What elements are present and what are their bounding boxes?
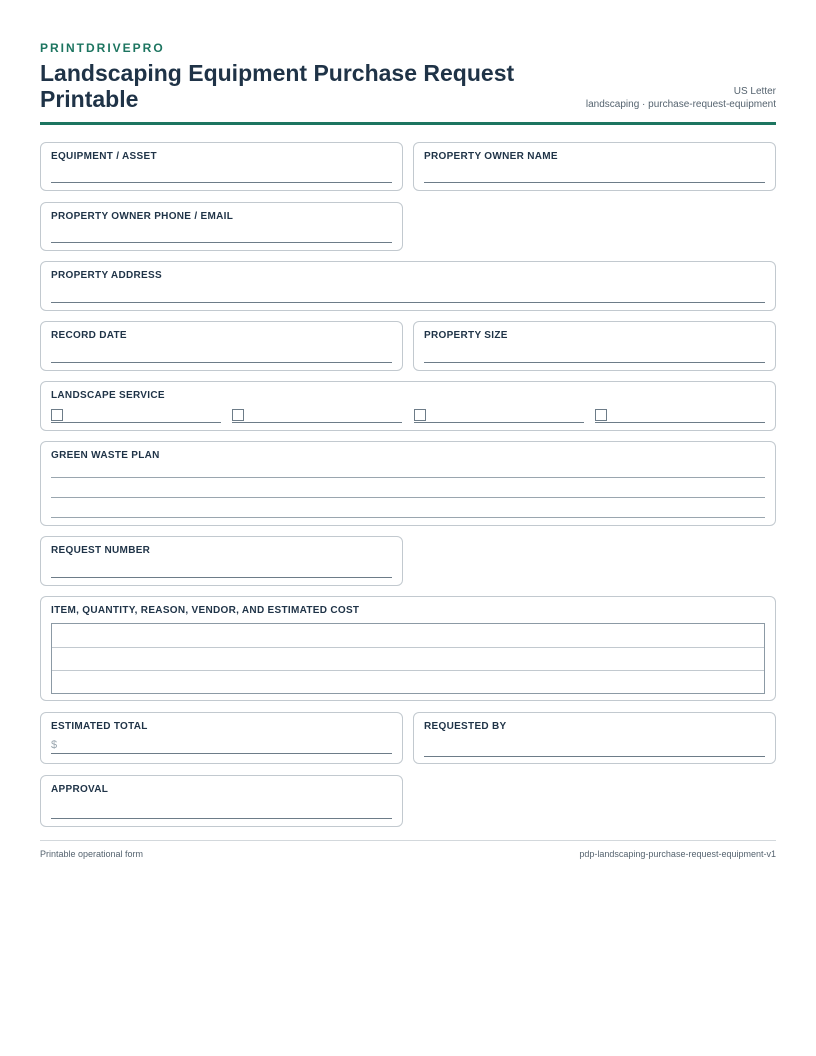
landscape-service-option-3[interactable] — [414, 408, 584, 423]
green-waste-plan-line-3[interactable] — [51, 517, 765, 518]
table-row[interactable] — [52, 624, 764, 647]
items-table — [51, 623, 765, 694]
field-label: LANDSCAPE SERVICE — [51, 390, 165, 401]
green-waste-plan-line-1[interactable] — [51, 477, 765, 478]
field-equipment-asset — [40, 142, 403, 191]
property-address-input-line[interactable] — [51, 302, 765, 303]
field-label: PROPERTY ADDRESS — [51, 270, 162, 281]
estimated-total-input-line[interactable] — [51, 753, 392, 754]
field-items-table — [40, 596, 776, 701]
paper-size: US Letter — [733, 86, 776, 97]
currency-prefix: $ — [51, 739, 58, 751]
page-title: Landscaping Equipment Purchase Request Printable — [40, 60, 515, 112]
header-meta — [586, 85, 776, 111]
table-row[interactable] — [52, 671, 764, 693]
footer-form-id: pdp-landscaping-purchase-request-equipment-v1 — [579, 849, 776, 859]
field-property-size — [413, 321, 776, 371]
record-date-input-line[interactable] — [51, 362, 392, 363]
field-label: ITEM, QUANTITY, REASON, VENDOR, AND ESTIMATED COST — [51, 605, 360, 616]
field-label: RECORD DATE — [51, 330, 127, 341]
field-approval — [40, 775, 403, 827]
equipment-asset-input-line[interactable] — [51, 182, 392, 183]
property-size-input-line[interactable] — [424, 362, 765, 363]
checkbox[interactable] — [414, 409, 426, 421]
field-property-owner-name — [413, 142, 776, 191]
checkbox[interactable] — [51, 409, 63, 421]
field-request-number — [40, 536, 403, 586]
landscape-service-option-2[interactable] — [232, 408, 402, 423]
requested-by-signature-line[interactable] — [424, 756, 765, 757]
field-label: APPROVAL — [51, 784, 109, 795]
field-property-address — [40, 261, 776, 311]
field-label: ESTIMATED TOTAL — [51, 721, 148, 732]
field-label: REQUESTED BY — [424, 721, 507, 732]
green-waste-plan-line-2[interactable] — [51, 497, 765, 498]
footer-left-text: Printable operational form — [40, 849, 144, 859]
brand-name: PRINTDRIVEPRO — [40, 41, 165, 55]
request-number-input-line[interactable] — [51, 577, 392, 578]
field-requested-by — [413, 712, 776, 764]
field-label: GREEN WASTE PLAN — [51, 450, 160, 461]
table-row[interactable] — [52, 648, 764, 670]
field-label: PROPERTY SIZE — [424, 330, 508, 341]
footer-rule — [40, 840, 776, 841]
checkbox[interactable] — [595, 409, 607, 421]
field-record-date — [40, 321, 403, 371]
header-rule — [40, 122, 776, 125]
landscape-service-option-1[interactable] — [51, 408, 221, 423]
approval-signature-line[interactable] — [51, 818, 392, 819]
field-label: EQUIPMENT / ASSET — [51, 151, 157, 162]
field-green-waste-plan — [40, 441, 776, 526]
property-owner-name-input-line[interactable] — [424, 182, 765, 183]
form-tags: landscaping · purchase-request-equipment — [585, 99, 776, 110]
field-label: PROPERTY OWNER NAME — [424, 151, 558, 162]
field-label: REQUEST NUMBER — [51, 545, 151, 556]
field-property-owner-phone-email — [40, 202, 403, 251]
field-landscape-service — [40, 381, 776, 431]
property-owner-phone-email-input-line[interactable] — [51, 242, 392, 243]
checkbox[interactable] — [232, 409, 244, 421]
field-estimated-total — [40, 712, 403, 764]
landscape-service-option-4[interactable] — [595, 408, 765, 423]
field-label: PROPERTY OWNER PHONE / EMAIL — [51, 211, 234, 222]
